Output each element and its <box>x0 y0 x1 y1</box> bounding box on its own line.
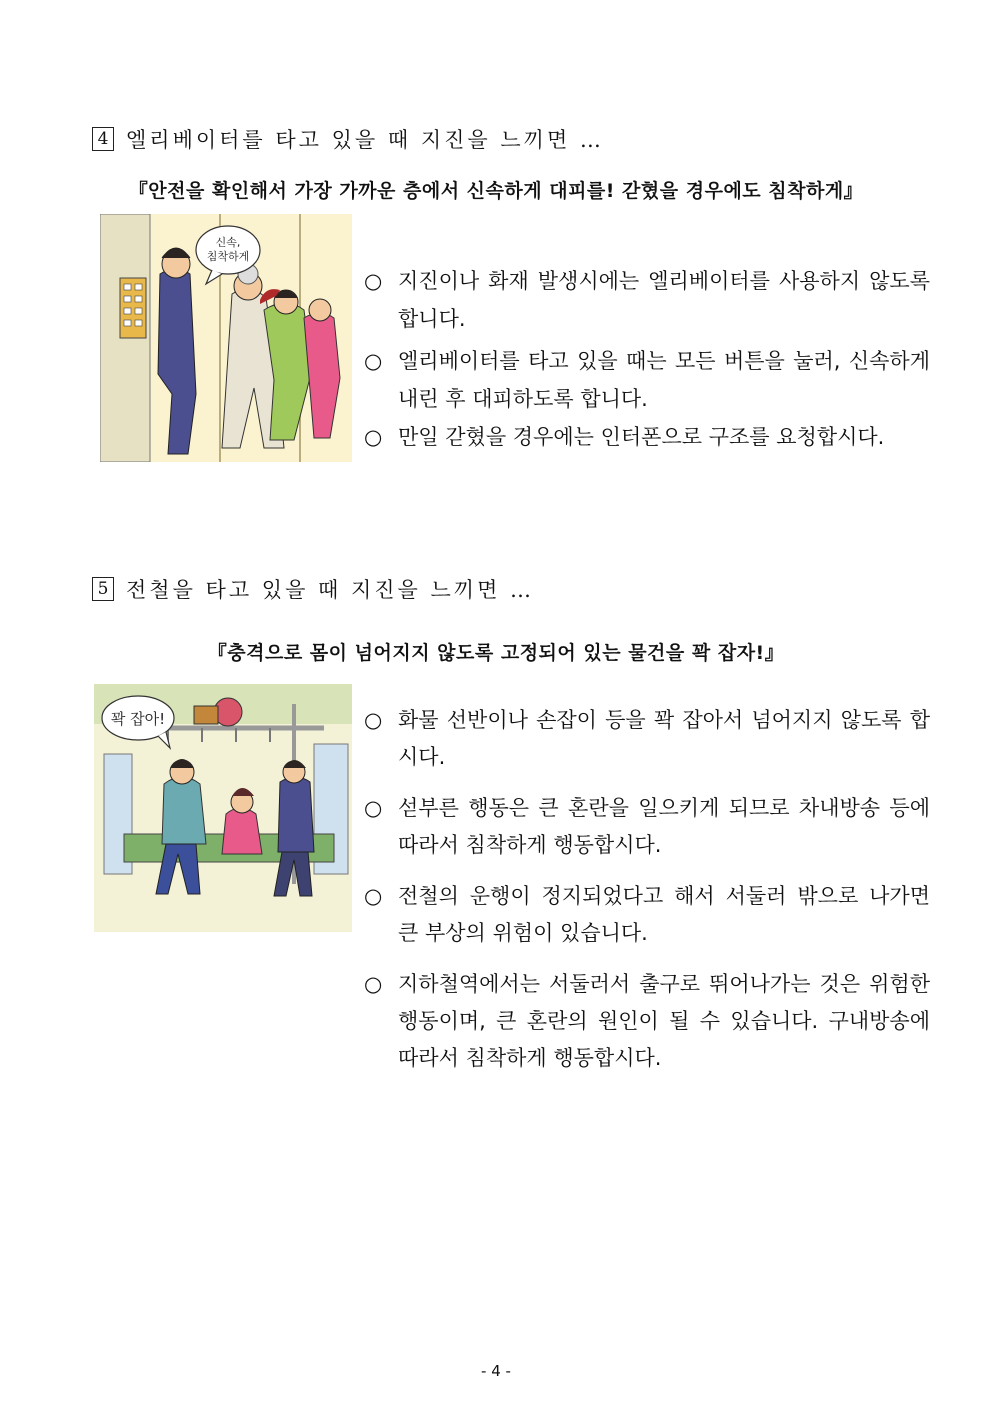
section-title: 전철을 타고 있을 때 지진을 느끼면 … <box>126 578 535 602</box>
list-item <box>364 878 930 952</box>
bullet-text: 섣부른 행동은 큰 혼란을 일으키게 되므로 차내방송 등에 따라서 침착하게 행동합시다. <box>398 796 930 857</box>
subway-holding-illustration <box>94 684 352 932</box>
section-4-bullets <box>364 262 930 456</box>
section-title: 엘리베이터를 타고 있을 때 지진을 느끼면 … <box>126 128 604 152</box>
bullet-text: 지하철역에서는 서둘러서 출구로 뛰어나가는 것은 위험한 행동이며, 큰 혼란의 원인이 될 수 있습니다. 구내방송에 따라서 침착하게 행동합시다. <box>398 972 930 1070</box>
svg-text:침착하게: 침착하게 <box>206 250 250 263</box>
bullet-circle-icon: ○ <box>364 349 383 373</box>
section-5-slogan: 『충격으로 몸이 넘어지지 않도록 고정되어 있는 물건을 꽉 잡자!』 <box>207 642 785 664</box>
list-item <box>364 790 930 864</box>
bullet-circle-icon: ○ <box>364 708 383 732</box>
list-item <box>364 966 930 1077</box>
bullet-circle-icon: ○ <box>364 425 383 449</box>
bullet-text: 만일 갇혔을 경우에는 인터폰으로 구조를 요청합시다. <box>398 425 885 449</box>
bullet-text: 화물 선반이나 손잡이 등을 꽉 잡아서 넘어지지 않도록 합시다. <box>398 708 930 769</box>
bullet-text: 전철의 운행이 정지되었다고 해서 서둘러 밖으로 나가면 큰 부상의 위험이 있습니다. <box>398 884 930 945</box>
section-4-heading <box>92 124 604 154</box>
bullet-circle-icon: ○ <box>364 796 383 820</box>
svg-text:꽉 잡아!: 꽉 잡아! <box>110 710 166 728</box>
list-item <box>364 418 930 456</box>
elevator-evacuation-illustration <box>100 214 352 462</box>
bullet-circle-icon: ○ <box>364 884 383 908</box>
section-number-box: 5 <box>92 577 114 601</box>
list-item <box>364 262 930 338</box>
svg-text:신속,: 신속, <box>215 236 241 249</box>
section-4-slogan: 『안전을 확인해서 가장 가까운 층에서 신속하게 대피를! 갇혔을 경우에도 침착하게』 <box>128 180 864 202</box>
bullet-circle-icon: ○ <box>364 972 383 996</box>
bullet-text: 지진이나 화재 발생시에는 엘리베이터를 사용하지 않도록 합니다. <box>398 269 930 331</box>
bullet-text: 엘리베이터를 타고 있을 때는 모든 버튼을 눌러, 신속하게 내린 후 대피하도록 합니다. <box>398 349 930 411</box>
page-number: - 4 - <box>481 1362 511 1380</box>
bullet-circle-icon: ○ <box>364 269 383 293</box>
section-5-heading <box>92 574 534 604</box>
list-item <box>364 702 930 776</box>
section-number-box: 4 <box>92 127 114 151</box>
section-5-bullets <box>364 702 930 1077</box>
list-item <box>364 342 930 418</box>
